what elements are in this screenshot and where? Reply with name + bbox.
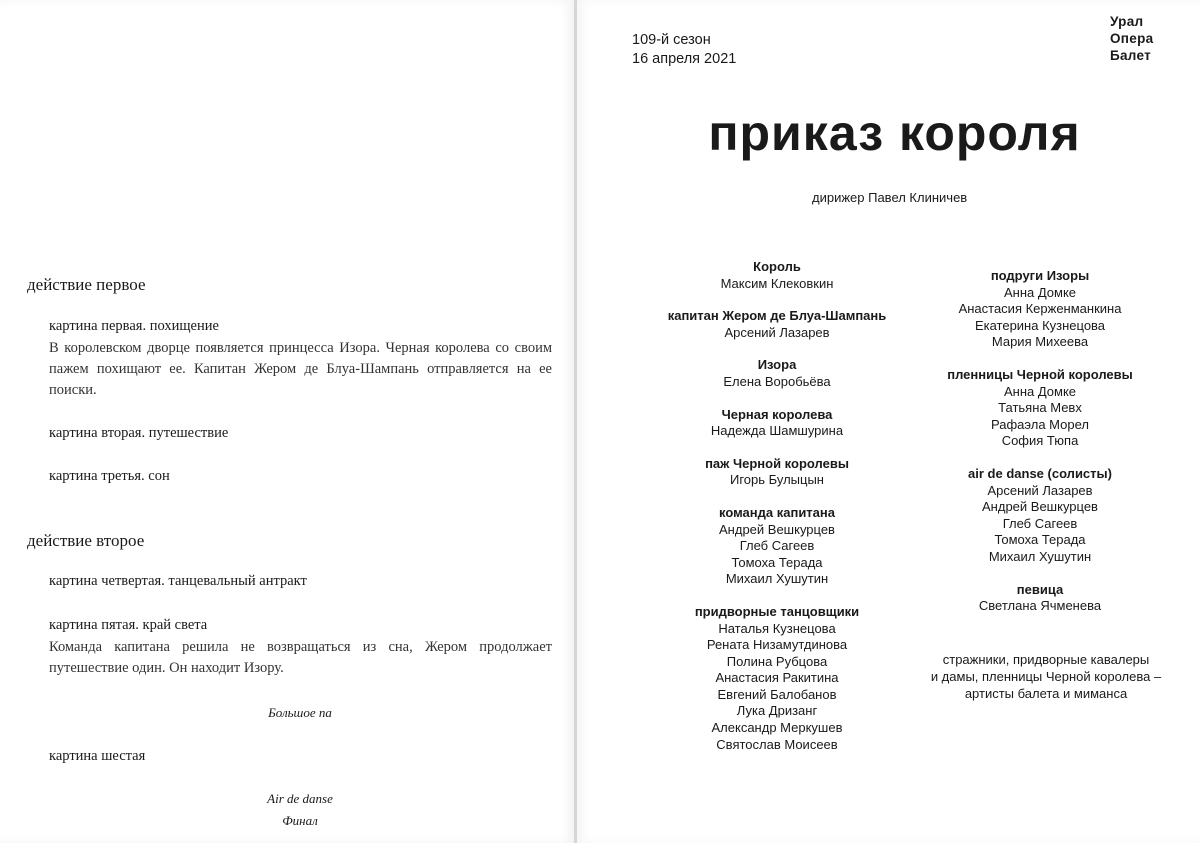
logo-line: Балет — [1110, 48, 1152, 63]
cast-group — [657, 259, 897, 292]
performer-name: Рената Низамутдинова — [706, 637, 848, 653]
scene5-title: картина пятая. край света — [49, 617, 208, 633]
performer-name: Томоха Терада — [731, 554, 823, 570]
scene5-synopsis: Команда капитана решила не возвращаться из сна, Жером продолжает путешествие один. Он находит Изору. — [49, 639, 552, 676]
performer-name: Лука Дризанг — [736, 703, 818, 719]
act1-title: действие первое — [27, 275, 146, 294]
performer-name: Михаил Хушутин — [988, 548, 1092, 564]
performer-name: Наталья Кузнецова — [718, 620, 836, 636]
cast-group — [657, 407, 897, 440]
ensemble-note-line: стражники, придворные кавалеры — [942, 652, 1150, 667]
role-name: придворные танцовщики — [694, 603, 860, 619]
role-name: подруги Изоры — [990, 268, 1090, 283]
performer-name: Евгений Балобанов — [717, 686, 837, 702]
cast-group — [920, 466, 1160, 566]
role-name: Король — [753, 259, 801, 274]
performer-name: Мария Михеева — [991, 334, 1089, 350]
cast-group — [920, 268, 1160, 351]
role-name: Черная королева — [721, 406, 833, 422]
performer-name: Татьяна Мевх — [998, 400, 1082, 416]
role-name: Изора — [757, 357, 797, 373]
cast-column-left — [657, 259, 897, 769]
performer-name: Арсений Лазарев — [724, 324, 830, 340]
cast-group — [657, 308, 897, 341]
performer-name: Михаил Хушутин — [725, 571, 829, 587]
scene4-title: картина четвертая. танцевальный антракт — [49, 573, 307, 589]
performer-name: Глеб Сагеев — [1002, 515, 1078, 531]
scene3-title: картина третья. сон — [49, 468, 170, 484]
performer-name: Игорь Булыцын — [729, 472, 824, 488]
season-label: 109-й сезон — [632, 32, 711, 48]
cast-group — [657, 456, 897, 489]
performer-name: Александр Меркушев — [711, 720, 843, 736]
cast-group — [920, 582, 1160, 615]
scene6-title: картина шестая — [49, 748, 146, 764]
performer-name: Полина Рубцова — [726, 653, 828, 669]
performer-name: Елена Воробьёва — [723, 373, 831, 389]
ural-opera-ballet-logo — [1110, 13, 1153, 64]
finale-label: Финал — [282, 813, 318, 828]
performer-name: Томоха Терада — [994, 532, 1086, 548]
cast-column-right — [920, 268, 1160, 631]
performer-name: Глеб Сагеев — [739, 538, 815, 554]
performer-name: Андрей Вешкурцев — [982, 499, 1098, 515]
performer-name: Арсений Лазарев — [987, 482, 1093, 498]
role-name: капитан Жером де Блуа-Шампань — [667, 308, 887, 324]
performer-name: Максим Клековкин — [720, 275, 834, 291]
role-name: певица — [1016, 581, 1064, 597]
performer-name: Надежда Шамшурина — [710, 423, 844, 439]
role-name: команда капитана — [719, 504, 835, 520]
performer-name: Анна Домке — [1003, 383, 1077, 399]
performance-title: приказ короля — [708, 105, 1081, 161]
cast-group — [657, 604, 897, 753]
air-de-danse-label: Air de danse — [267, 791, 333, 806]
act2-title: действие второе — [27, 531, 145, 550]
performer-name: Святослав Моисеев — [716, 736, 838, 752]
performer-name: Анастасия Ракитина — [715, 670, 839, 686]
performer-name: Светлана Ячменева — [978, 598, 1102, 614]
conductor-line: дирижер Павел Клиничев — [812, 190, 968, 205]
grand-pas-label: Большое па — [268, 705, 332, 720]
scene1-title: картина первая. похищение — [49, 318, 219, 334]
performer-name: Рафаэла Морел — [991, 416, 1089, 432]
role-name: пленницы Черной королевы — [947, 366, 1133, 382]
ensemble-note — [912, 651, 1180, 702]
cast-group — [657, 357, 897, 390]
performer-name: Анна Домке — [1003, 284, 1077, 300]
role-name: air de danse (солисты) — [968, 465, 1112, 481]
ensemble-note-line: артисты балета и миманса — [964, 686, 1128, 701]
performer-name: Андрей Вешкурцев — [719, 521, 835, 537]
cast-group — [920, 367, 1160, 450]
ensemble-note-line: и дамы, пленницы Черной королева – — [930, 669, 1162, 684]
performer-name: Анастасия Керженманкина — [958, 301, 1122, 317]
role-name: паж Черной королевы — [705, 455, 849, 471]
performer-name: Екатерина Кузнецова — [974, 317, 1106, 333]
performer-name: София Тюпа — [1001, 433, 1079, 449]
logo-line: Урал — [1110, 14, 1144, 29]
performance-date: 16 апреля 2021 — [632, 51, 737, 67]
logo-line: Опера — [1110, 31, 1154, 46]
scene2-title: картина вторая. путешествие — [49, 425, 229, 441]
season-info — [632, 31, 736, 69]
scene1-synopsis: В королевском дворце появляется принцесса Изора. Черная королева со своим пажем похищают ее. Капитан Жером де Блуа-Шампань отправляется на ее поиски. — [49, 340, 552, 398]
cast-group — [657, 505, 897, 588]
